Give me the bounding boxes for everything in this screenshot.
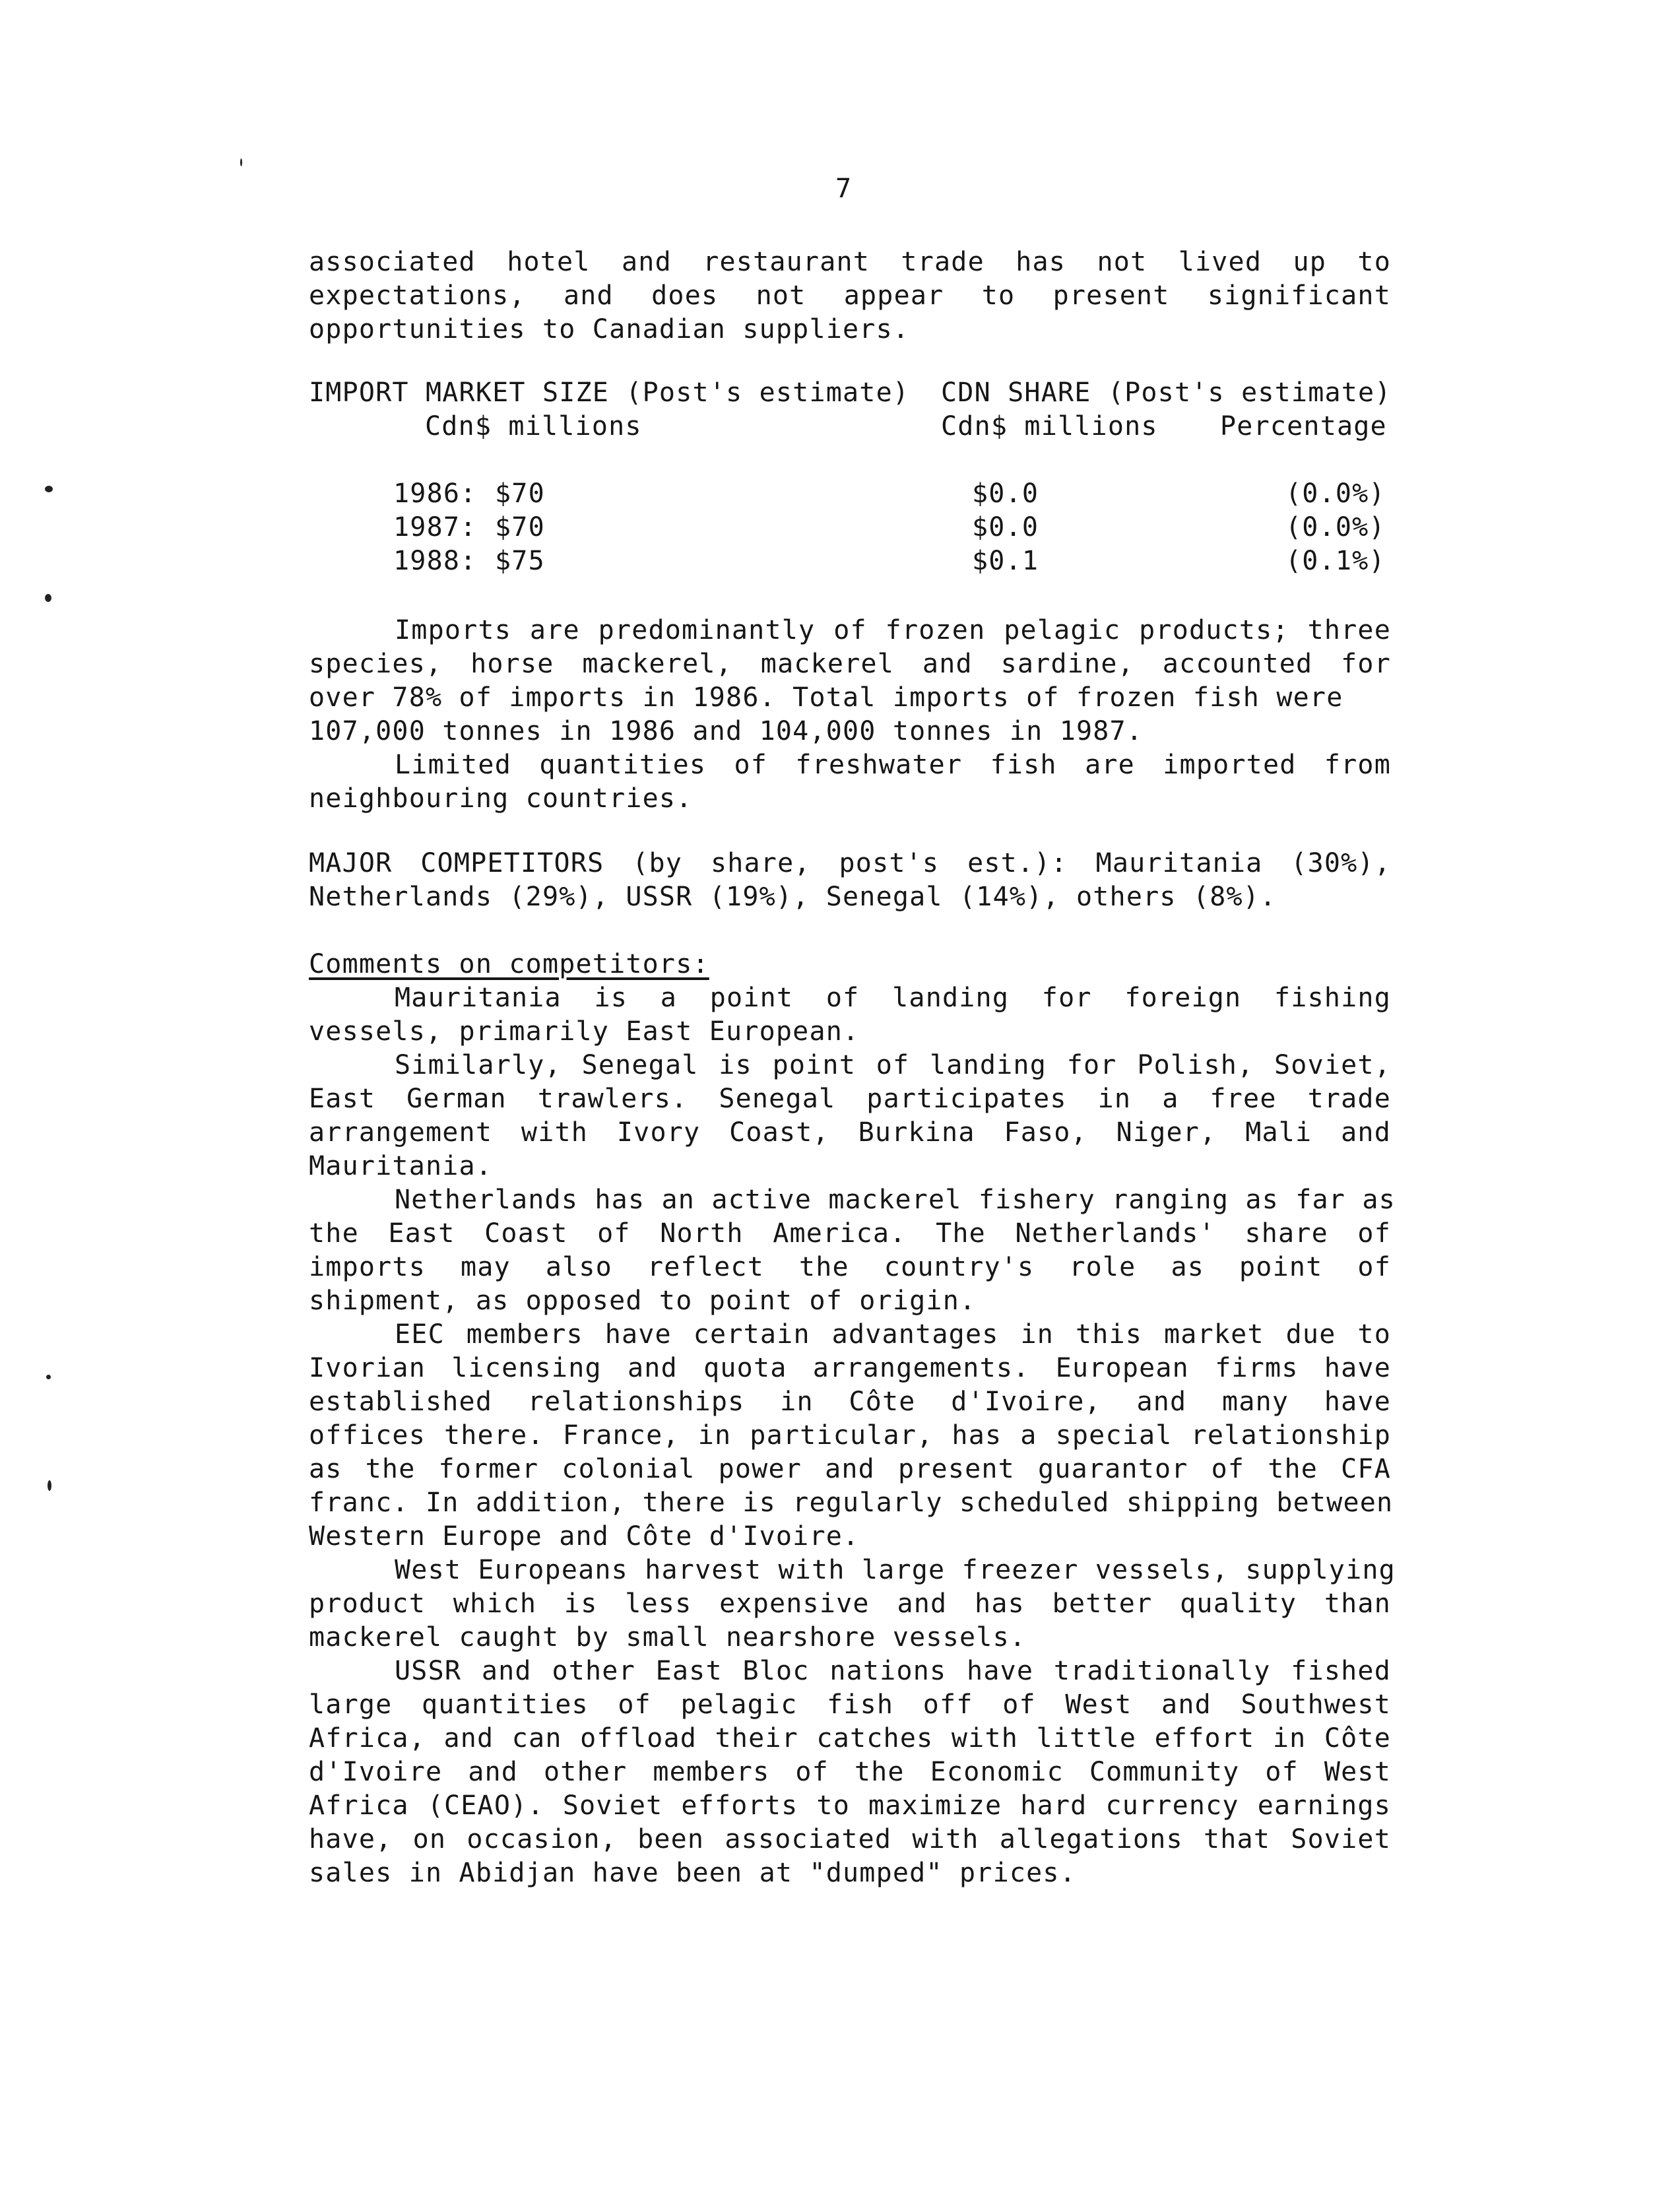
text-line: 107,000 tonnes in 1986 and 104,000 tonnes in 1987. (309, 716, 1144, 746)
comments-heading: Comments on competitors: (309, 949, 709, 979)
text-line: Ivorian licensing and quota arrangements. European firms have (309, 1353, 1391, 1383)
cdn-value-cell: $0.1 (972, 546, 1039, 576)
percentage-header: Percentage (1220, 411, 1387, 442)
text-line: Africa, and can offload their catches with little effort in Côte (309, 1723, 1391, 1754)
percentage-cell: (0.0%) (1285, 478, 1386, 509)
text-line: have, on occasion, been associated with allegations that Soviet (309, 1824, 1391, 1854)
text-line: USSR and other East Bloc nations have traditionally fished (395, 1656, 1391, 1686)
text-line: d'Ivoire and other members of the Economic Community of West (309, 1757, 1391, 1787)
text-line: imports may also reflect the country's role as point of (309, 1252, 1391, 1282)
cdn-share-header: CDN SHARE (Post's estimate) (941, 377, 1392, 408)
text-line: sales in Abidjan have been at "dumped" prices. (309, 1858, 1076, 1888)
text-line: vessels, primarily East European. (309, 1016, 860, 1047)
table-subheader-row (309, 410, 1391, 443)
percentage-cell: (0.0%) (1285, 512, 1386, 542)
text-line: opportunities to Canadian suppliers. (309, 314, 910, 344)
table-header-row (309, 376, 1391, 410)
import-units-header: Cdn$ millions (425, 411, 642, 442)
text-line: West Europeans harvest with large freezer vessels, supplying (395, 1555, 1396, 1585)
scan-speck (45, 486, 53, 492)
text-line: neighbouring countries. (309, 783, 693, 814)
year-cell: 1987: (393, 512, 477, 542)
cdn-value-cell: $0.0 (972, 478, 1039, 509)
imports-paragraph (309, 614, 1391, 816)
cdn-units-header: Cdn$ millions (941, 411, 1158, 442)
text-line: EEC members have certain advantages in this market due to (395, 1319, 1391, 1350)
import-market-size-header: IMPORT MARKET SIZE (Post's estimate) (309, 377, 910, 408)
text-line: established relationships in Côte d'Ivoire, and many have (309, 1387, 1391, 1417)
text-line: East German trawlers. Senegal participates in a free trade (309, 1084, 1391, 1114)
scan-speck (48, 1480, 51, 1491)
text-line: Netherlands has an active mackerel fishery ranging as far as (395, 1185, 1396, 1215)
text-line: offices there. France, in particular, has a special relationship (309, 1420, 1391, 1451)
text-line: associated hotel and restaurant trade has not lived up to (309, 247, 1391, 277)
text-line: shipment, as opposed to point of origin. (309, 1286, 977, 1316)
cdn-value-cell: $0.0 (972, 512, 1039, 542)
text-line: Netherlands (29%), USSR (19%), Senegal (14%), others (8%). (309, 882, 1277, 912)
table-row (309, 544, 1391, 578)
text-line: Limited quantities of freshwater fish are imported from (395, 750, 1391, 780)
page-number: 7 (835, 174, 852, 204)
text-line: Mauritania. (309, 1151, 493, 1181)
text-line: large quantities of pelagic fish off of West and Southwest (309, 1689, 1391, 1720)
scan-speck (45, 594, 51, 602)
percentage-cell: (0.1%) (1285, 546, 1386, 576)
text-line: Imports are predominantly of frozen pelagic products; three (395, 615, 1391, 645)
import-value-cell: $70 (495, 512, 545, 542)
import-value-cell: $75 (495, 546, 545, 576)
text-line: MAJOR COMPETITORS (by share, post's est.): Mauritania (30%), (309, 848, 1391, 878)
import-value-cell: $70 (495, 478, 545, 509)
text-line: over 78% of imports in 1986. Total imports of frozen fish were (309, 682, 1343, 713)
text-line: species, horse mackerel, mackerel and sardine, accounted for (309, 649, 1391, 679)
text-line: the East Coast of North America. The Netherlands' share of (309, 1218, 1391, 1249)
table-row (309, 511, 1391, 544)
text-line: franc. In addition, there is regularly scheduled shipping between (309, 1488, 1394, 1518)
text-line: arrangement with Ivory Coast, Burkina Faso, Niger, Mali and (309, 1117, 1391, 1148)
text-line: expectations, and does not appear to present significant (309, 280, 1391, 311)
text-line: Mauritania is a point of landing for foreign fishing (395, 983, 1391, 1013)
comments-section (309, 948, 1396, 1890)
text-line: Similarly, Senegal is point of landing for Polish, Soviet, (395, 1050, 1391, 1080)
text-line: Africa (CEAO). Soviet efforts to maximize hard currency earnings (309, 1790, 1391, 1821)
year-cell: 1988: (393, 546, 477, 576)
text-line: as the former colonial power and present guarantor of the CFA (309, 1454, 1391, 1484)
text-line: product which is less expensive and has better quality than (309, 1589, 1391, 1619)
scan-speck (46, 1375, 51, 1379)
text-line: mackerel caught by small nearshore vessels. (309, 1622, 1027, 1653)
scan-speck (240, 158, 242, 166)
major-competitors-paragraph (309, 847, 1391, 914)
intro-paragraph (309, 246, 1391, 346)
year-cell: 1986: (393, 478, 477, 509)
table-row (309, 477, 1391, 511)
text-line: Western Europe and Côte d'Ivoire. (309, 1521, 860, 1552)
